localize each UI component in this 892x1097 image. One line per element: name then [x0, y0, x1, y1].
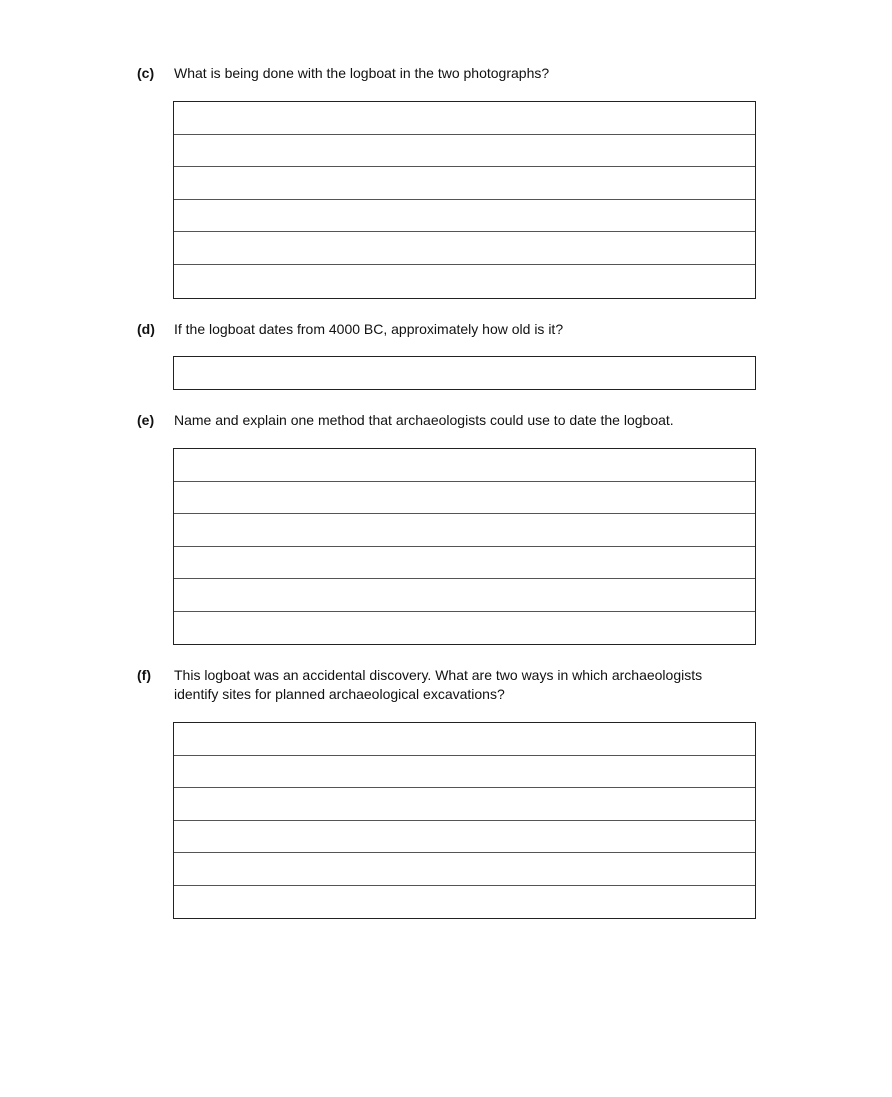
answer-line[interactable] — [174, 482, 755, 515]
answer-box-d[interactable] — [173, 356, 756, 390]
question-text: If the logboat dates from 4000 BC, approximately how old is it? — [174, 321, 564, 337]
answer-line[interactable] — [174, 886, 755, 919]
answer-line[interactable] — [174, 788, 755, 821]
answer-line[interactable] — [174, 821, 755, 854]
answer-line[interactable] — [174, 167, 755, 200]
question-text: Name and explain one method that archaeologists could use to date the logboat. — [174, 412, 674, 428]
question-text-line-1: This logboat was an accidental discovery. What are two ways in which archaeologists — [174, 667, 703, 683]
question-label: (d) — [137, 321, 155, 337]
answer-line[interactable] — [174, 547, 755, 580]
answer-line[interactable] — [174, 579, 755, 612]
answer-line[interactable] — [174, 723, 755, 756]
question-label: (e) — [137, 412, 155, 428]
answer-line[interactable] — [174, 232, 755, 265]
answer-line[interactable] — [174, 102, 755, 135]
answer-box-c[interactable] — [173, 101, 756, 299]
question-text: What is being done with the logboat in the two photographs? — [174, 65, 550, 81]
answer-line[interactable] — [174, 449, 755, 482]
answer-line[interactable] — [174, 135, 755, 168]
question-label: (c) — [137, 65, 155, 81]
answer-line[interactable] — [174, 514, 755, 547]
answer-line[interactable] — [174, 357, 755, 390]
question-label: (f) — [137, 667, 151, 683]
answer-line[interactable] — [174, 265, 755, 298]
answer-line[interactable] — [174, 200, 755, 233]
question-text-line-2: identify sites for planned archaeological excavations? — [174, 686, 505, 702]
answer-line[interactable] — [174, 756, 755, 789]
answer-line[interactable] — [174, 612, 755, 645]
answer-box-f[interactable] — [173, 722, 756, 919]
answer-box-e[interactable] — [173, 448, 756, 645]
answer-line[interactable] — [174, 853, 755, 886]
